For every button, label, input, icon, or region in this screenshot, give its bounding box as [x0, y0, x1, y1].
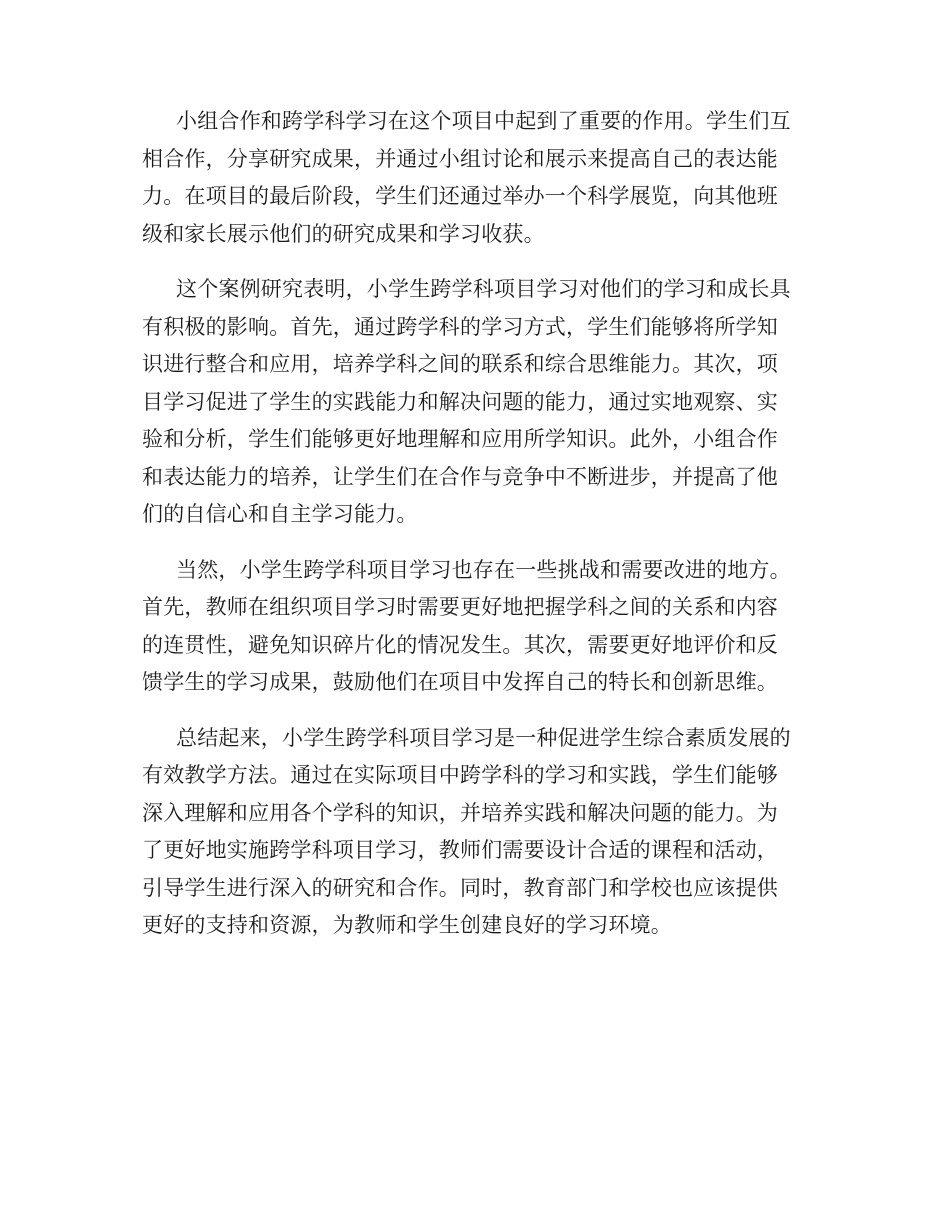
text-line: 馈学生的学习成果，鼓励他们在项目中发挥自己的特长和创新思维。	[142, 670, 778, 694]
text-line: 这个案例研究表明，小学生跨学科项目学习对他们的学习和成长具	[176, 277, 791, 301]
text-line: 力。在项目的最后阶段，学生们还通过举办一个科学展览，向其他班	[142, 184, 778, 208]
text-line: 们的自信心和自主学习能力。	[142, 502, 418, 526]
text-line: 深入理解和应用各个学科的知识，并培养实践和解决问题的能力。为	[142, 800, 778, 825]
paragraph-conclusion	[142, 720, 808, 945]
text-line: 有积极的影响。首先，通过跨学科的学习方式，学生们能够将所学知	[142, 314, 778, 339]
text-line: 验和分析，学生们能够更好地理解和应用所学知识。此外，小组合作	[142, 427, 778, 451]
paragraph-challenges	[142, 552, 808, 702]
text-line: 相合作，分享研究成果，并通过小组讨论和展示来提高自己的表达能	[142, 146, 778, 171]
paragraph-case-findings	[142, 271, 808, 534]
paragraph-collaboration	[142, 103, 808, 253]
text-line: 级和家长展示他们的研究成果和学习收获。	[142, 221, 545, 246]
text-line: 识进行整合和应用，培养学科之间的联系和综合思维能力。其次，项	[142, 352, 778, 376]
text-line: 目学习促进了学生的实践能力和解决问题的能力，通过实地观察、实	[142, 389, 778, 414]
text-line: 的连贯性，避免知识碎片化的情况发生。其次，需要更好地评价和反	[142, 632, 778, 657]
text-line: 当然，小学生跨学科项目学习也存在一些挑战和需要改进的地方。	[176, 557, 791, 582]
text-line: 了更好地实施跨学科项目学习，教师们需要设计合适的课程和活动，	[142, 838, 778, 862]
text-line: 引导学生进行深入的研究和合作。同时，教育部门和学校也应该提供	[142, 875, 778, 900]
text-line: 首先，教师在组织项目学习时需要更好地把握学科之间的关系和内容	[142, 595, 778, 619]
text-line: 和表达能力的培养，让学生们在合作与竞争中不断进步，并提高了他	[142, 464, 778, 489]
document-body	[142, 103, 808, 963]
text-line: 更好的支持和资源，为教师和学生创建良好的学习环境。	[142, 913, 672, 937]
text-line: 有效教学方法。通过在实际项目中跨学科的学习和实践，学生们能够	[142, 763, 778, 787]
text-line: 小组合作和跨学科学习在这个项目中起到了重要的作用。学生们互	[176, 109, 791, 133]
text-line: 总结起来，小学生跨学科项目学习是一种促进学生综合素质发展的	[176, 725, 791, 750]
